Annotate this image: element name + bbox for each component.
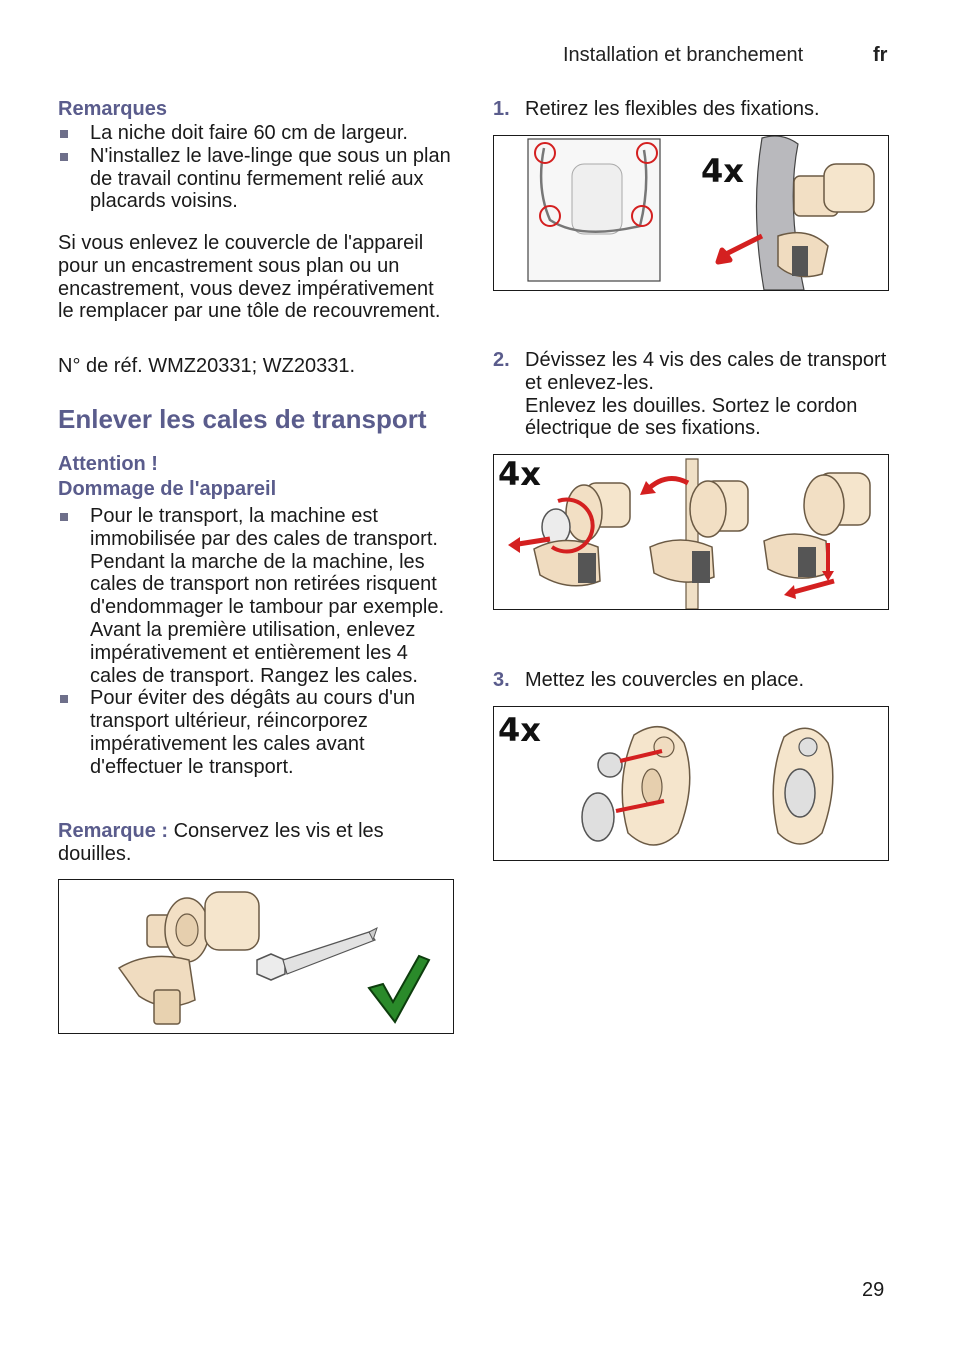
- section-heading: Enlever les cales de transport: [58, 404, 427, 434]
- remove-bracket-illustration: [640, 459, 748, 609]
- bullet-square-icon: [60, 695, 68, 703]
- step-text: Dévissez les 4 vis des cales de transport et enlevez-les. Enlevez les douilles. Sortez le cordon électrique de ses fixations.: [525, 349, 887, 440]
- step-text: Retirez les flexibles des fixations.: [525, 98, 820, 120]
- note-text: Conservez les vis et les douilles.: [58, 820, 384, 865]
- remarks-heading: Remarques: [58, 98, 167, 120]
- pull-cord-bracket-illustration: [764, 473, 870, 599]
- note-paragraph: [58, 820, 438, 866]
- step-number: 1.: [493, 98, 510, 120]
- figure-step-3: [493, 706, 889, 861]
- cover-paragraph: Si vous enlevez le couvercle de l'appareil pour un encastrement sous plan ou un encastrement, vous devez impérativement le remplacer par une tôle de recouvrement.: [58, 232, 441, 323]
- attention-list: [58, 505, 460, 779]
- step-3: [493, 669, 893, 692]
- step-2: [493, 349, 893, 440]
- transport-bracket-illustration: [119, 892, 259, 1024]
- figure-parts-kept: [58, 879, 454, 1034]
- list-item: La niche doit faire 60 cm de largeur.: [58, 122, 458, 145]
- figure-step-1: [493, 135, 889, 291]
- list-item: N'installez le lave-linge que sous un plan de travail continu fermement relié aux placards voisins.: [58, 145, 458, 213]
- quantity-label: 4x: [498, 711, 541, 749]
- bullet-square-icon: [60, 153, 68, 161]
- quantity-label: 4x: [701, 152, 744, 190]
- step-text: Mettez les couvercles en place.: [525, 669, 805, 691]
- cover-plate-insert-illustration: [582, 727, 690, 845]
- page-number: 29: [862, 1279, 885, 1301]
- step-1: [493, 98, 893, 121]
- attention-title: Dommage de l'appareil: [58, 478, 277, 500]
- bullet-square-icon: [60, 130, 68, 138]
- list-item: Pour le transport, la machine est immobilisée par des cales de transport. Pendant la marche de la machine, les cales de transport non retirées risquent d'endommager le tambour par exemple. Avant la première utilisation, enlevez impérativement et entièrement les 4 cales de transport. Rangez les cales.: [58, 505, 460, 687]
- note-label: Remarque :: [58, 820, 169, 842]
- list-item: Pour éviter des dégâts au cours d'un transport ultérieur, réincorporez impérativement les cales avant d'effectuer le transport.: [58, 687, 460, 778]
- language-code: fr: [873, 44, 888, 66]
- remarks-list: [58, 122, 458, 213]
- cover-plate-fitted-illustration: [773, 728, 833, 844]
- bullet-square-icon: [60, 513, 68, 521]
- hose-bracket-illustration: [756, 136, 874, 290]
- step-number: 3.: [493, 669, 510, 691]
- reference-number: N° de réf. WMZ20331; WZ20331.: [58, 355, 356, 377]
- attention-label: Attention !: [58, 453, 158, 475]
- pull-arrow-icon: [718, 236, 762, 262]
- figure-step-2: [493, 454, 889, 610]
- quantity-label: 4x: [498, 455, 541, 493]
- step-number: 2.: [493, 349, 510, 371]
- checkmark-icon: [369, 956, 429, 1022]
- unscrew-bracket-illustration: [508, 483, 630, 586]
- running-header-title: Installation et branchement: [563, 44, 804, 66]
- washing-machine-rear-illustration: [528, 139, 660, 281]
- screw-illustration: [257, 928, 377, 980]
